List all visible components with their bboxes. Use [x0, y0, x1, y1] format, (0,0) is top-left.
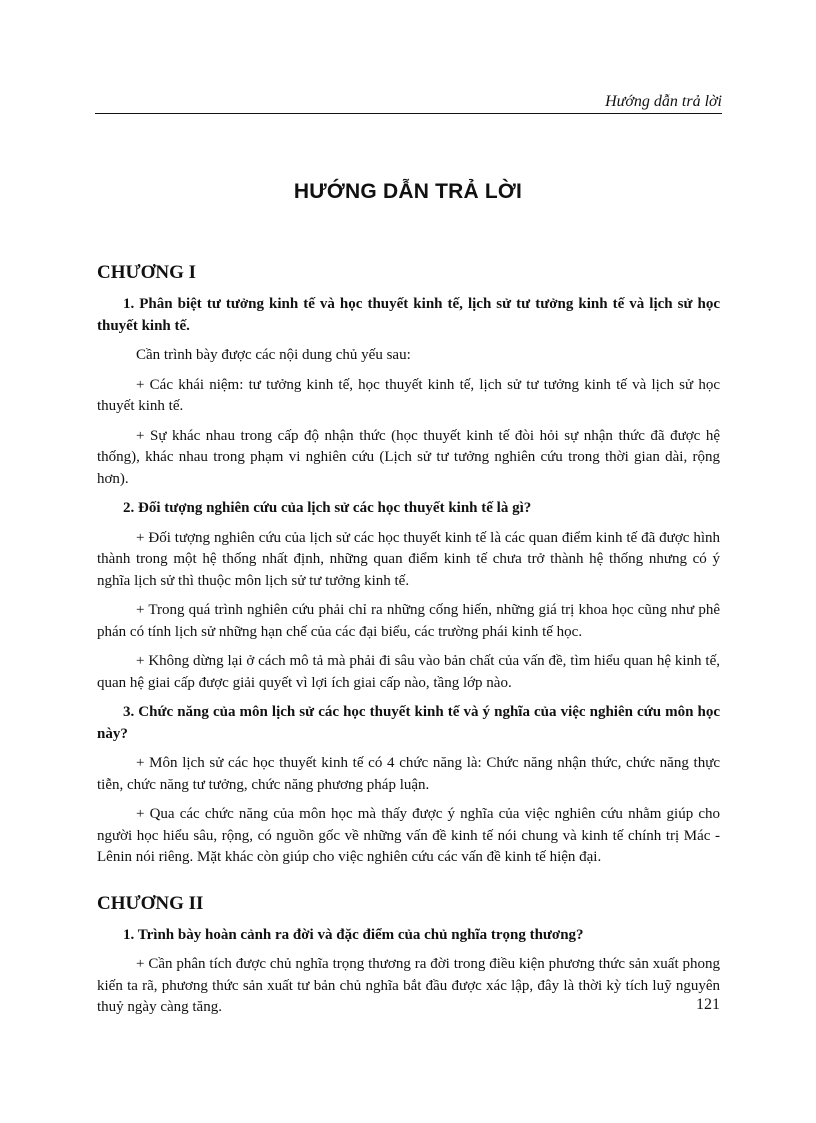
answer-paragraph: + Qua các chức năng của môn học mà thấy được ý nghĩa của việc nghiên cứu nhằm giúp cho người học hiểu sâu, rộng, có nguồn gốc về những vấn đề kinh tế nói chung và kinh tế chính trị Mác - Lênin nói riêng. Mặt khác còn giúp cho việc nghiên cứu các vấn đề kinh tế hiện đại. [97, 806, 720, 865]
question-2-1: 1. Trình bày hoàn cảnh ra đời và đặc điểm của chủ nghĩa trọng thương? [123, 926, 584, 943]
answer-paragraph: + Không dừng lại ở cách mô tả mà phải đi sâu vào bản chất của vấn đề, tìm hiểu quan hệ kinh tế, quan hệ giai cấp được giải quyết vì lợi ích giai cấp nào, tầng lớp nào. [97, 653, 720, 691]
answer-paragraph: + Các khái niệm: tư tưởng kinh tế, học thuyết kinh tế, lịch sử tư tưởng kinh tế và lịch sử học thuyết kinh tế. [97, 376, 720, 414]
question-1-2: 2. Đối tượng nghiên cứu của lịch sử các học thuyết kinh tế là gì? [123, 500, 532, 516]
answer-paragraph: + Đối tượng nghiên cứu của lịch sử các học thuyết kinh tế là các quan điểm kinh tế đã được hình thành trong một hệ thống nhất định, những quan điểm kinh tế chưa trở thành hệ thống nhưng có ý nghĩa lịch sử thì thuộc môn lịch sử tư tưởng kinh tế. [97, 529, 720, 589]
running-header: Hướng dẫn trả lời [605, 93, 722, 110]
answer-paragraph: + Sự khác nhau trong cấp độ nhận thức (học thuyết kinh tế đòi hỏi sự nhận thức đã được hệ thống), khác nhau trong phạm vi nghiên cứu (Lịch sử tư tưởng nghiên cứu trong thời gian dài, rộng hơn). [97, 427, 720, 487]
page-number: 121 [696, 996, 720, 1013]
page-title: HƯỚNG DẪN TRẢ LỜI [293, 180, 523, 203]
answer-paragraph: + Môn lịch sử các học thuyết kinh tế có 4 chức năng là: Chức năng nhận thức, chức năng thực tiễn, chức năng tư tưởng, chức năng phương pháp luận. [97, 755, 720, 793]
answer-paragraph: + Trong quá trình nghiên cứu phải chỉ ra những cống hiến, những giá trị khoa học cũng như phê phán có tính lịch sử những hạn chế của các đại biểu, các trường phái kinh tế học. [97, 602, 720, 640]
page-body [97, 262, 720, 1027]
chapter-2-heading: CHƯƠNG II [97, 892, 204, 914]
answer-paragraph: Cần trình bày được các nội dung chủ yếu sau: [136, 347, 411, 363]
answer-paragraph: + Cần phân tích được chủ nghĩa trọng thương ra đời trong điều kiện phương thức sản xuất phong kiến ta rã, phương thức sản xuất tư bản chủ nghĩa bắt đầu được xác lập, đây là thời kỳ tích luỹ nguyên thuỷ ngày càng tăng. [97, 956, 720, 1015]
chapter-1-heading: CHƯƠNG I [97, 262, 197, 283]
question-1-3: 3. Chức năng của môn lịch sử các học thuyết kinh tế và ý nghĩa của việc nghiên cứu môn học này? [97, 704, 720, 742]
question-1-1: 1. Phân biệt tư tưởng kinh tế và học thuyết kinh tế, lịch sử tư tưởng kinh tế và lịch sử học thuyết kinh tế. [97, 296, 720, 334]
header-rule [95, 113, 722, 114]
